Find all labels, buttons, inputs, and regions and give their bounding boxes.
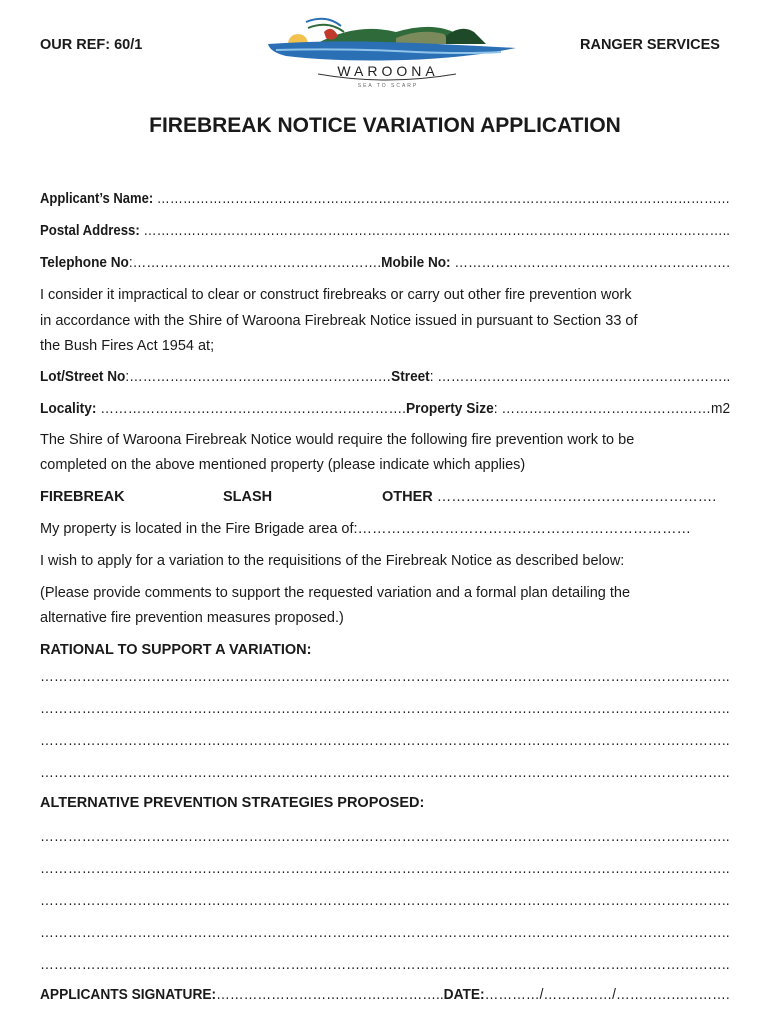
consider-line-2: in accordance with the Shire of Waroona Firebreak Notice issued in pursuant to Section 33 of [40,313,638,329]
provide-line-1: (Please provide comments to support the requested variation and a formal plan detailing the [40,585,631,601]
alternative-line[interactable]: ………………………………………………………………………………………………………………………………….. [40,829,730,845]
street-label: Street [391,369,430,385]
rational-heading: RATIONAL TO SUPPORT A VARIATION: [40,642,312,658]
option-slash[interactable]: SLASH [223,489,273,505]
rational-line[interactable]: ………………………………………………………………………………………………………………………………….. [40,733,730,749]
lot-label: Lot/Street No [40,369,126,385]
option-other-field[interactable]: …………………………………………………. [432,489,717,505]
postal-address-row [40,222,730,240]
telephone-field[interactable]: :………………………………………………. [128,255,382,271]
waroona-logo [246,14,522,90]
rational-line[interactable]: ………………………………………………………………………………………………………………………………….. [40,701,730,717]
provide-line-2: alternative fire prevention measures proposed.) [40,610,344,626]
street-field[interactable]: : ……………………………………………………….. [429,369,731,385]
our-ref: OUR REF: 60/1 [40,37,143,53]
logo-wordmark: WAROONA [337,63,439,79]
require-line-1: The Shire of Waroona Firebreak Notice would require the following fire prevention work to be [40,432,635,448]
postal-address-field[interactable]: …………………………………………………………………………………………………………………….. [143,223,730,239]
lot-street-row [40,368,730,386]
applicant-name-label: Applicant’s Name: [40,191,154,207]
telephone-label: Telephone No [40,255,129,271]
rational-line[interactable]: ………………………………………………………………………………………………………………………………….. [40,669,730,685]
option-firebreak[interactable]: FIREBREAK [40,489,125,505]
require-line-2: completed on the above mentioned property (please indicate which applies) [40,457,526,473]
locality-label: Locality: [40,401,97,417]
page-title: FIREBREAK NOTICE VARIATION APPLICATION [149,114,621,137]
consider-line-1: I consider it impractical to clear or construct firebreaks or carry out other fire prevention work [40,287,632,303]
applicant-name-row [40,190,730,208]
option-other[interactable]: OTHER [382,489,433,505]
brigade-text: My property is located in the Fire Brigade area of: [40,521,358,537]
postal-address-label: Postal Address: [40,223,140,239]
mobile-field[interactable]: ……………………………………………………. [450,255,731,271]
mobile-label: Mobile No: [381,255,451,271]
alternative-line[interactable]: ………………………………………………………………………………………………………………………………….. [40,893,730,909]
apply-text: I wish to apply for a variation to the requisitions of the Firebreak Notice as described below: [40,553,625,569]
property-size-field[interactable]: : ………………………………….……m2 [493,401,731,417]
alternative-line[interactable]: ………………………………………………………………………………………………………………………………….. [40,925,730,941]
rational-line[interactable]: ………………………………………………………………………………………………………………………………….. [40,765,730,781]
date-label: DATE: [443,987,485,1003]
alternative-heading: ALTERNATIVE PREVENTION STRATEGIES PROPOSED: [40,795,425,811]
applicant-name-field[interactable]: …………………………………………………………………………………………………………………… [156,191,730,207]
department-name: RANGER SERVICES [580,37,720,53]
locality-row [40,400,730,418]
alternative-line[interactable]: ………………………………………………………………………………………………………………………………….. [40,957,730,973]
consider-line-3: the Bush Fires Act 1954 at; [40,338,215,354]
option-other-row [382,488,716,506]
telephone-row [40,254,730,272]
signature-field[interactable]: ………………………………………….. [216,987,444,1003]
date-field[interactable]: …………/……………/……………………. [484,987,730,1003]
brigade-row [40,520,691,538]
logo-tagline: SEA TO SCARP [357,83,419,89]
property-size-label: Property Size [406,401,494,417]
signature-label: APPLICANTS SIGNATURE: [40,987,217,1003]
alternative-line[interactable]: ………………………………………………………………………………………………………………………………….. [40,861,730,877]
brigade-field[interactable]: …………………………………………………………… [357,521,692,537]
lot-field[interactable]: :……………………………………………….… [125,369,392,385]
locality-field[interactable]: …………………………………………………………. [96,401,407,417]
signature-row [40,986,730,1004]
